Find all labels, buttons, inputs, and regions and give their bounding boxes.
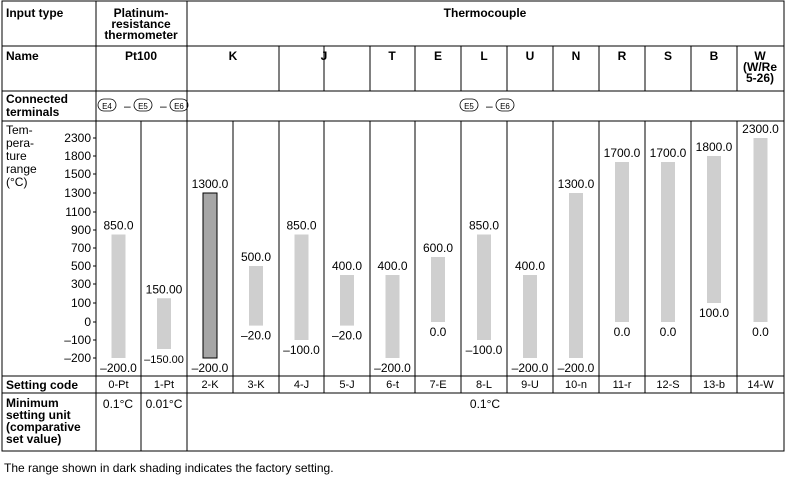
axis-tick-label: 2300 xyxy=(64,131,91,145)
range-max-label: 2300.0 xyxy=(742,122,779,136)
range-bar xyxy=(569,193,583,358)
axis-tick-label: 700 xyxy=(70,241,91,255)
range-min-label: 0.0 xyxy=(659,325,677,339)
range-max-label: 850.0 xyxy=(286,218,317,233)
axis-tick-label: 500 xyxy=(70,259,91,273)
row-label-temperature-range: (°C) xyxy=(6,175,28,189)
range-max-label: 400.0 xyxy=(377,259,408,273)
range-bar xyxy=(615,162,629,322)
setting-code: 12-S xyxy=(656,379,680,391)
row-label-minimum-setting-unit: set value) xyxy=(6,432,62,446)
footnote: The range shown in dark shading indicates the factory setting. xyxy=(4,461,334,475)
min-unit-pt100-1: 0.1°C xyxy=(102,397,134,411)
range-bar xyxy=(203,193,217,358)
name-l: L xyxy=(480,49,488,63)
terminal-thermocouple: – xyxy=(486,99,493,113)
row-label-temperature-range: pera- xyxy=(6,136,35,150)
name-e: E xyxy=(433,49,443,63)
group-header-platinum: resistance xyxy=(111,17,171,31)
range-bar xyxy=(157,298,171,349)
terminal-thermocouple: E5 xyxy=(464,102,474,111)
name-pt100: Pt100 xyxy=(124,49,158,63)
row-label-name: Name xyxy=(6,49,39,63)
range-bar xyxy=(431,257,445,322)
row-label-connected-terminals: Connected xyxy=(6,92,69,106)
range-min-label: –200.0 xyxy=(557,361,595,375)
setting-code: 0-Pt xyxy=(108,379,129,391)
row-label-temperature-range: range xyxy=(6,162,37,176)
setting-code: 10-n xyxy=(564,379,588,391)
setting-code: 7-E xyxy=(429,379,447,391)
row-label-minimum-setting-unit: setting unit xyxy=(6,408,71,422)
name-w: 5-26) xyxy=(745,71,775,85)
axis-tick-label: 1800 xyxy=(64,149,91,163)
range-min-label: –100.0 xyxy=(465,343,503,357)
setting-code: 1-Pt xyxy=(153,379,175,391)
setting-code: 9-U xyxy=(521,379,539,391)
axis-tick-label: 0 xyxy=(84,315,91,329)
setting-code: 14-W xyxy=(747,379,774,391)
row-label-minimum-setting-unit: Minimum xyxy=(6,396,59,410)
setting-code: 8-L xyxy=(476,379,492,391)
range-bar xyxy=(249,266,263,326)
range-bar xyxy=(112,235,126,359)
terminal-platinum: – xyxy=(160,99,167,113)
axis-tick-label: 1300 xyxy=(64,186,91,200)
terminal-thermocouple: E6 xyxy=(500,102,510,111)
range-max-label: 1300.0 xyxy=(191,177,229,191)
row-label-temperature-range: ture xyxy=(6,149,27,163)
name-k: K xyxy=(228,49,238,63)
range-min-label: –20.0 xyxy=(331,328,363,343)
name-s: S xyxy=(663,49,673,63)
range-max-label: 400.0 xyxy=(331,259,363,273)
name-j: J xyxy=(320,49,328,63)
range-bar xyxy=(477,235,491,341)
row-label-input-type: Input type xyxy=(6,6,64,20)
range-max-label: 150.00 xyxy=(145,282,183,297)
axis-tick-label: –100 xyxy=(64,333,91,347)
group-header-platinum: Platinum- xyxy=(113,6,169,20)
name-u: U xyxy=(525,49,535,63)
setting-code: 5-J xyxy=(339,379,355,391)
setting-code: 2-K xyxy=(201,379,219,391)
min-unit-pt100-2: 0.01°C xyxy=(145,397,183,411)
range-min-label: –150.00 xyxy=(144,354,184,366)
group-header-platinum: thermometer xyxy=(104,28,178,42)
name-n: N xyxy=(571,49,581,63)
row-label-temperature-range: Tem- xyxy=(6,123,33,137)
range-min-label: 0.0 xyxy=(752,325,769,339)
row-label-minimum-setting-unit: (comparative xyxy=(6,420,81,434)
setting-code: 13-b xyxy=(702,379,726,391)
setting-code: 3-K xyxy=(247,379,265,391)
range-min-label: –200.0 xyxy=(374,361,411,375)
range-min-label: –100.0 xyxy=(283,343,320,357)
name-r: R xyxy=(617,49,627,63)
range-bar xyxy=(661,162,675,322)
name-t: T xyxy=(388,49,396,63)
axis-tick-label: 100 xyxy=(70,296,91,310)
terminal-platinum: E6 xyxy=(174,102,184,111)
range-min-label: 0.0 xyxy=(429,325,447,339)
range-bar xyxy=(523,275,537,358)
range-max-label: 1800.0 xyxy=(695,140,733,154)
setting-code: 11-r xyxy=(612,379,632,391)
axis-tick-label: 1100 xyxy=(65,205,91,219)
axis-tick-label: 1500 xyxy=(64,167,91,181)
row-label-connected-terminals: terminals xyxy=(6,105,60,119)
range-bar xyxy=(707,156,721,303)
range-min-label: –200.0 xyxy=(511,361,549,375)
range-bar xyxy=(386,275,400,358)
axis-tick-label: 900 xyxy=(70,223,91,237)
range-min-label: –200.0 xyxy=(191,361,229,375)
setting-code: 4-J xyxy=(293,379,310,391)
terminal-platinum: E5 xyxy=(138,102,148,111)
axis-tick-label: 300 xyxy=(70,277,91,291)
range-max-label: 600.0 xyxy=(422,241,454,255)
range-bar xyxy=(754,138,768,322)
range-min-label: 100.0 xyxy=(698,306,730,320)
name-b: B xyxy=(709,49,719,63)
range-max-label: 850.0 xyxy=(468,218,500,233)
range-max-label: 1700.0 xyxy=(649,146,687,160)
range-max-label: 1300.0 xyxy=(557,177,595,191)
terminal-platinum: – xyxy=(124,99,131,113)
range-min-label: 0.0 xyxy=(613,325,631,339)
group-header-thermocouple: Thermocouple xyxy=(443,6,527,20)
axis-tick-label: –200 xyxy=(64,351,91,365)
range-max-label: 400.0 xyxy=(514,259,546,273)
range-bar xyxy=(295,235,309,341)
name-w: (W/Re xyxy=(743,60,777,74)
name-w: W xyxy=(754,49,766,63)
terminal-platinum: E4 xyxy=(102,102,112,111)
range-max-label: 850.0 xyxy=(103,218,134,233)
min-unit-thermocouple: 0.1°C xyxy=(469,397,501,411)
setting-code: 6-t xyxy=(386,379,399,391)
range-min-label: –20.0 xyxy=(240,328,272,343)
range-max-label: 1700.0 xyxy=(603,146,641,160)
range-min-label: –200.0 xyxy=(100,361,137,375)
row-label-setting-code: Setting code xyxy=(6,378,79,392)
range-max-label: 500.0 xyxy=(240,250,272,264)
range-bar xyxy=(340,275,354,326)
